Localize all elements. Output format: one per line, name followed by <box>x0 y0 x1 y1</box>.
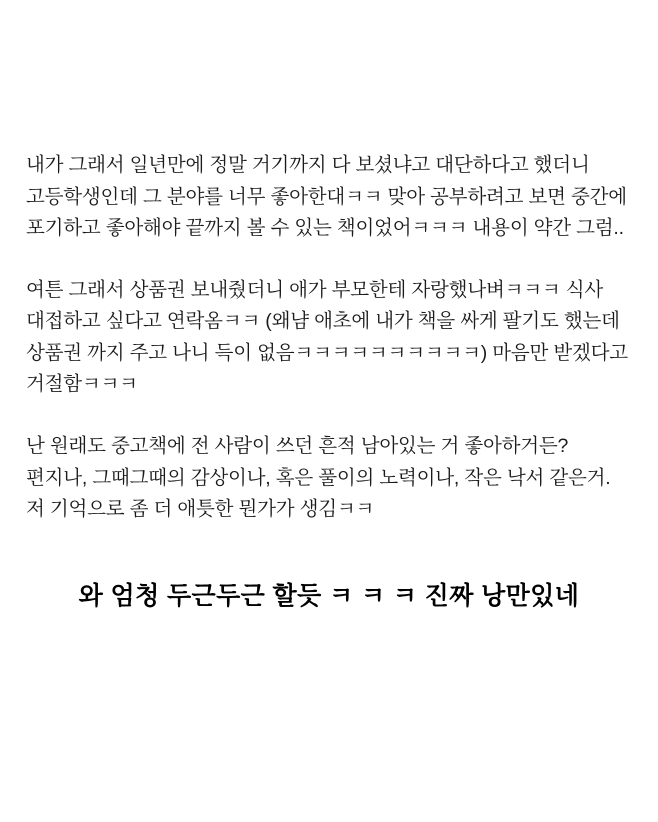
paragraph-3: 난 원래도 중고책에 전 사람이 쓰던 흔적 남아있는 거 좋아하거든? 편지나, 그때그때의 감상이나, 혹은 풀이의 노력이나, 작은 낙서 같은거. 저 기억으로 좀 더 애틋한 뭔가가 생김ㅋㅋ <box>26 435 611 521</box>
paragraph-1: 내가 그래서 일년만에 정말 거기까지 다 보셨냐고 대단하다고 했더니 고등학생인데 그 분야를 너무 좋아한대ㅋㅋ 맞아 공부하려고 보면 중간에 포기하고 좋아해야 끝까지 볼 수 있는 책이었어ㅋㅋㅋ 내용이 약간 그럼.. <box>26 154 627 240</box>
headline-text: 와 엄청 두근두근 할듯 ㅋ ㅋ ㅋ 진짜 낭만있네 <box>78 581 580 610</box>
paragraph-2: 여튼 그래서 상품권 보내줬더니 애가 부모한테 자랑했나벼ㅋㅋㅋ 식사 대접하고 싶다고 연락옴ㅋㅋ (왜냠 애초에 내가 책을 싸게 팔기도 했는데 상품권 까지 주고 나니 득이 없음ㅋㅋㅋㅋㅋㅋㅋㅋㅋㅋ) 마음만 받겠다고 거절함ㅋㅋㅋ <box>26 278 628 396</box>
